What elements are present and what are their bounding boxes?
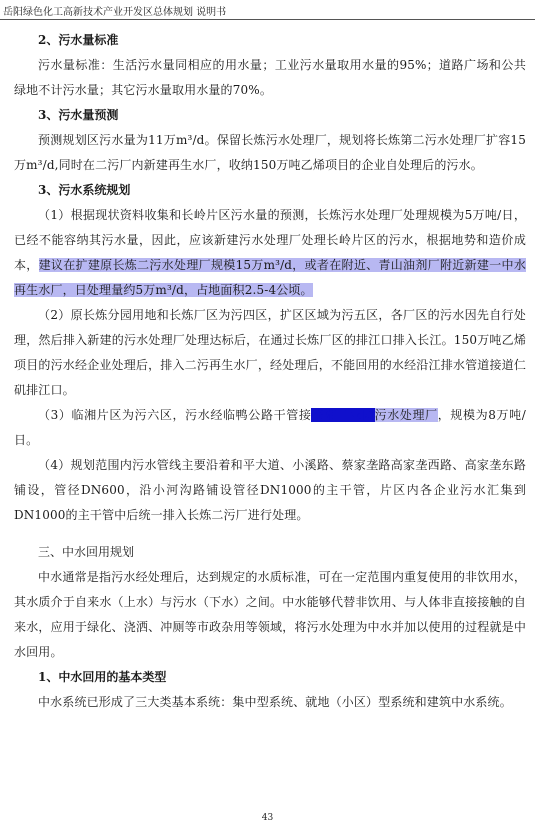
running-header: 岳阳绿色化工高新技术产业开发区总体规划 说明书 xyxy=(3,7,227,18)
page-number: 43 xyxy=(261,813,274,823)
section-spacer xyxy=(14,528,526,540)
section-heading-reuse-types: 1、中水回用的基本类型 xyxy=(38,670,167,684)
section-heading-sewage-standard: 2、污水量标准 xyxy=(38,33,119,47)
page-content xyxy=(14,28,526,715)
paragraph-system-item-1 xyxy=(14,203,526,303)
paragraph-system-item-2: （2）原长炼分园用地和长炼厂区为污四区，扩区区域为污五区，各厂区的污水因先自行处理，然后排入新建的污水处理厂处理达标后，在通过长炼厂区的排江口排入长江。150万吨乙烯项目的污水经企业处理后，排入二污再生水厂，经处理后，不能回用的水经沿江排水管道接道仁矶排江口。 xyxy=(14,308,526,397)
paragraph-sewage-forecast: 预测规划区污水量为11万m³/d。保留长炼污水处理厂，规划将长炼第二污水处理厂扩容15万m³/d,同时在二污厂内新建再生水厂，收纳150万吨乙烯项目的企业自处理后的污水。 xyxy=(14,133,526,172)
highlighted-text-2[interactable]: 污水处理厂 xyxy=(374,408,438,422)
section-heading-sewage-forecast: 3、污水量预测 xyxy=(38,108,119,122)
item-3-text-end: ，规模为8万吨/日。 xyxy=(14,408,526,447)
section-heading-sewage-system: 3、污水系统规划 xyxy=(38,183,131,197)
paragraph-reuse-intro: 中水通常是指污水经处理后，达到规定的水质标准，可在一定范围内重复使用的非饮用水，其水质介于自来水（上水）与污水（下水）之间。中水能够代替非饮用、与人体非直接接触的自来水，应用于绿化、浇洒、冲厕等市政杂用等领域，将污水处理为中水并加以使用的过程就是中水回用。 xyxy=(14,570,526,659)
header-rule xyxy=(0,19,535,20)
item-1-text: （1）根据现状资料收集和长岭片区污水量的预测，长炼污水处理厂处理规模为5万吨/日，已经不能容纳其污水量，因此，应该新建污水处理厂处理长岭片区的污水，根据地势和造价成本， xyxy=(14,208,526,272)
paragraph-system-item-4: （4）规划范围内污水管线主要沿着和平大道、小溪路、蔡家垄路高家垄西路、高家垄东路铺设，管径DN600，沿小河沟路铺设管径DN1000的主干管，片区内各企业污水汇集到DN1000的主干管中后统一排入长炼二污厂进行处理。 xyxy=(14,458,526,522)
paragraph-sewage-standard: 污水量标准：生活污水量同相应的用水量；工业污水量取用水量的95%；道路广场和公共绿地不计污水量；其它污水量取用水量的70%。 xyxy=(14,58,526,97)
item-3-text: （3）临湘片区为污六区，污水经临鸭公路干管接 xyxy=(38,408,312,422)
selected-text[interactable]: 临湘工业园 xyxy=(311,408,375,422)
highlighted-text[interactable]: 建议在扩建原长炼二污水处理厂规模15万m³/d，或者在附近、青山油剂厂附近新建一中水再生水厂，日处理量约5万m³/d，占地面积2.5-4公顷。 xyxy=(14,258,526,297)
paragraph-system-item-3 xyxy=(14,403,526,453)
paragraph-reuse-types: 中水系统已形成了三大类基本系统：集中型系统、就地（小区）型系统和建筑中水系统。 xyxy=(38,695,512,709)
chapter-heading-reuse: 三、中水回用规划 xyxy=(38,545,135,559)
